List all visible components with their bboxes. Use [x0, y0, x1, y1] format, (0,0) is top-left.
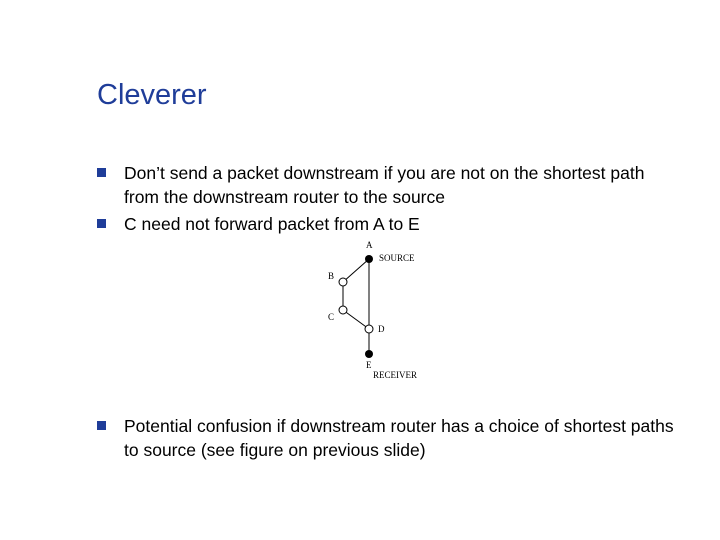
bullet-text: C need not forward packet from A to E [124, 214, 420, 234]
square-bullet-icon [97, 421, 106, 430]
node-e-label: E [366, 360, 372, 370]
node-a-label: A [366, 240, 373, 250]
square-bullet-icon [97, 168, 106, 177]
slide-title: Cleverer [97, 79, 207, 111]
node-e [365, 350, 373, 358]
edge-c-d [343, 310, 369, 329]
node-c [339, 306, 347, 314]
bullet-text: Potential confusion if downstream router has a choice of shortest paths to source (see figure on previous slide) [124, 416, 674, 460]
node-d-label: D [378, 324, 385, 334]
node-d [365, 325, 373, 333]
edge-a-b [343, 259, 369, 282]
square-bullet-icon [97, 219, 106, 228]
bullet-text: Don’t send a packet downstream if you are not on the shortest path from the downstream router to the source [124, 163, 645, 207]
source-label: SOURCE [379, 253, 415, 263]
node-a [365, 255, 373, 263]
node-b [339, 278, 347, 286]
node-b-label: B [328, 271, 335, 281]
network-diagram [318, 236, 438, 384]
receiver-label: RECEIVER [373, 370, 417, 380]
node-c-label: C [328, 312, 335, 322]
